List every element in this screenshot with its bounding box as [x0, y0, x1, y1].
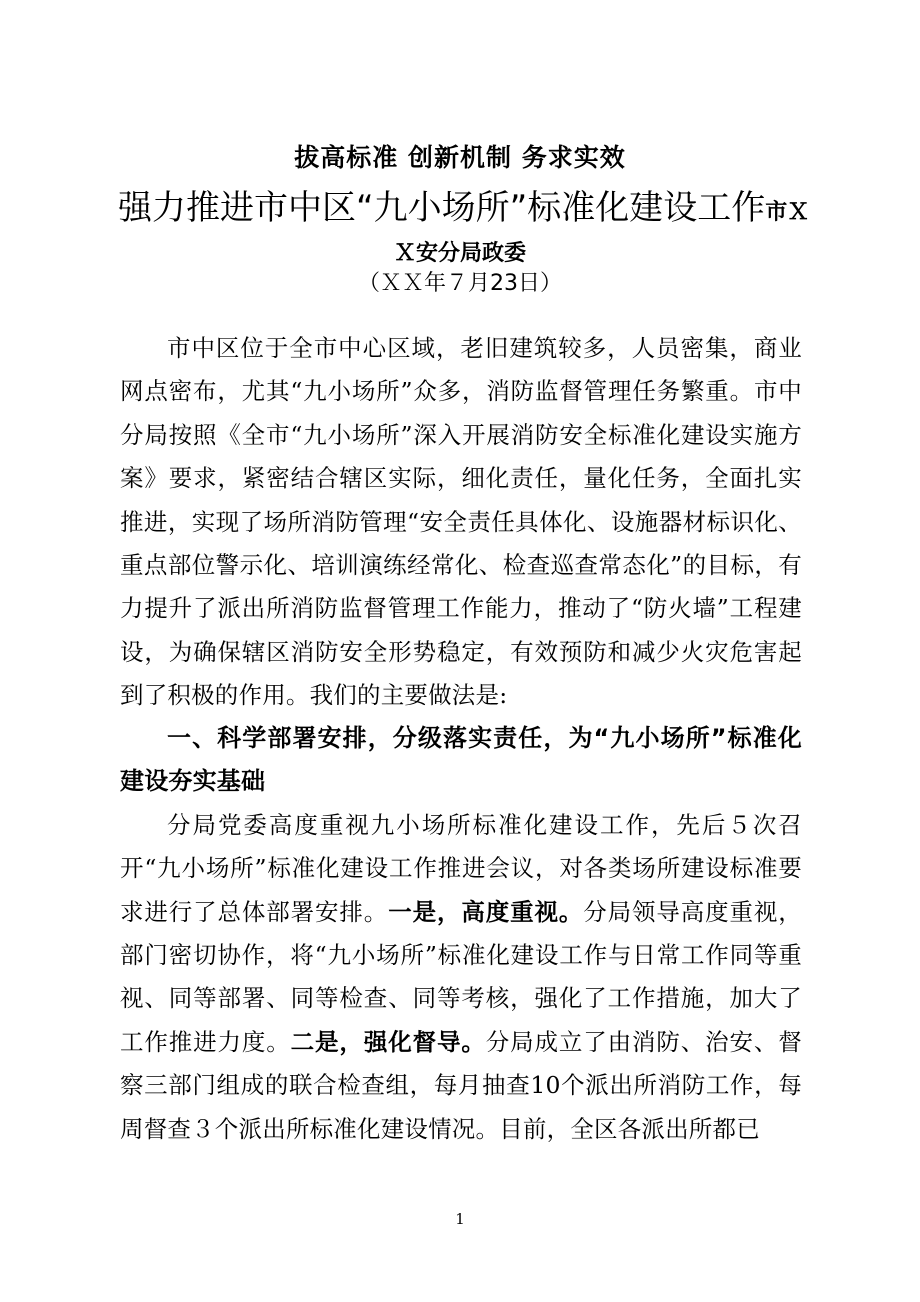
paragraph-text: 分局领导高度重视，部门密切协作，将“九小场所”标准化建设工作与日常工作同等重视、同等部署、同等检查、同等考核，强化了工作措施，加大了工作推进力度。 [120, 897, 802, 1056]
bold-point-1: 一是，高度重视。 [388, 897, 584, 926]
bold-point-2: 二是，强化督导。 [290, 1027, 486, 1056]
paragraph-text: 分局成立了由消防、治安、督察三部门组成的联合检查组，每月抽查10个派出所消防工作，每周督查３个派出所标准化建设情况。目前，全区各派出所都已 [120, 1027, 802, 1143]
intro-paragraph: 市中区位于全市中心区域，老旧建筑较多，人员密集，商业网点密布，尤其“九小场所”众多，消防监督管理任务繁重。市中分局按照《全市“九小场所”深入开展消防安全标准化建设实施方案》要求，紧密结合辖区实际，细化责任，量化任务，全面扎实推进，实现了场所消防管理“安全责任具体化、设施器材标识化、重点部位警示化、培训演练经常化、检查巡查常态化”的目标，有力提升了派出所消防监督管理工作能力，推动了“防火墙”工程建设，为确保辖区消防安全形势稳定，有效预防和减少火灾危害起到了积极的作用。我们的主要做法是: [120, 334, 802, 710]
paragraph-text: 分局党委高度重视九小场所标准化建设工作，先后５次召开“九小场所”标准化建设工作推进会议，对各类场所建设标准要求进行了总体部署安排。 [120, 810, 802, 926]
intro-section [120, 327, 802, 718]
section-1-paragraph [120, 804, 802, 1151]
document-author: Ｘ安分局政委 [393, 241, 526, 266]
page-number: 1 [455, 1210, 465, 1228]
document-title-line-1: 拔高标准 创新机制 务求实效 [294, 143, 626, 172]
document-title-line-2 [118, 186, 818, 235]
section-1-heading: 一、科学部署安排，分级落实责任，为“九小场所”标准化建设夯实基础 [120, 724, 802, 796]
document-title-suffix: 市Ｘ [765, 200, 810, 225]
document-date: （ＸＸ年７月23日） [358, 271, 562, 296]
section-1 [120, 717, 802, 1151]
document-title-main: 强力推进市中区“九小场所”标准化建设工作 [118, 188, 766, 228]
